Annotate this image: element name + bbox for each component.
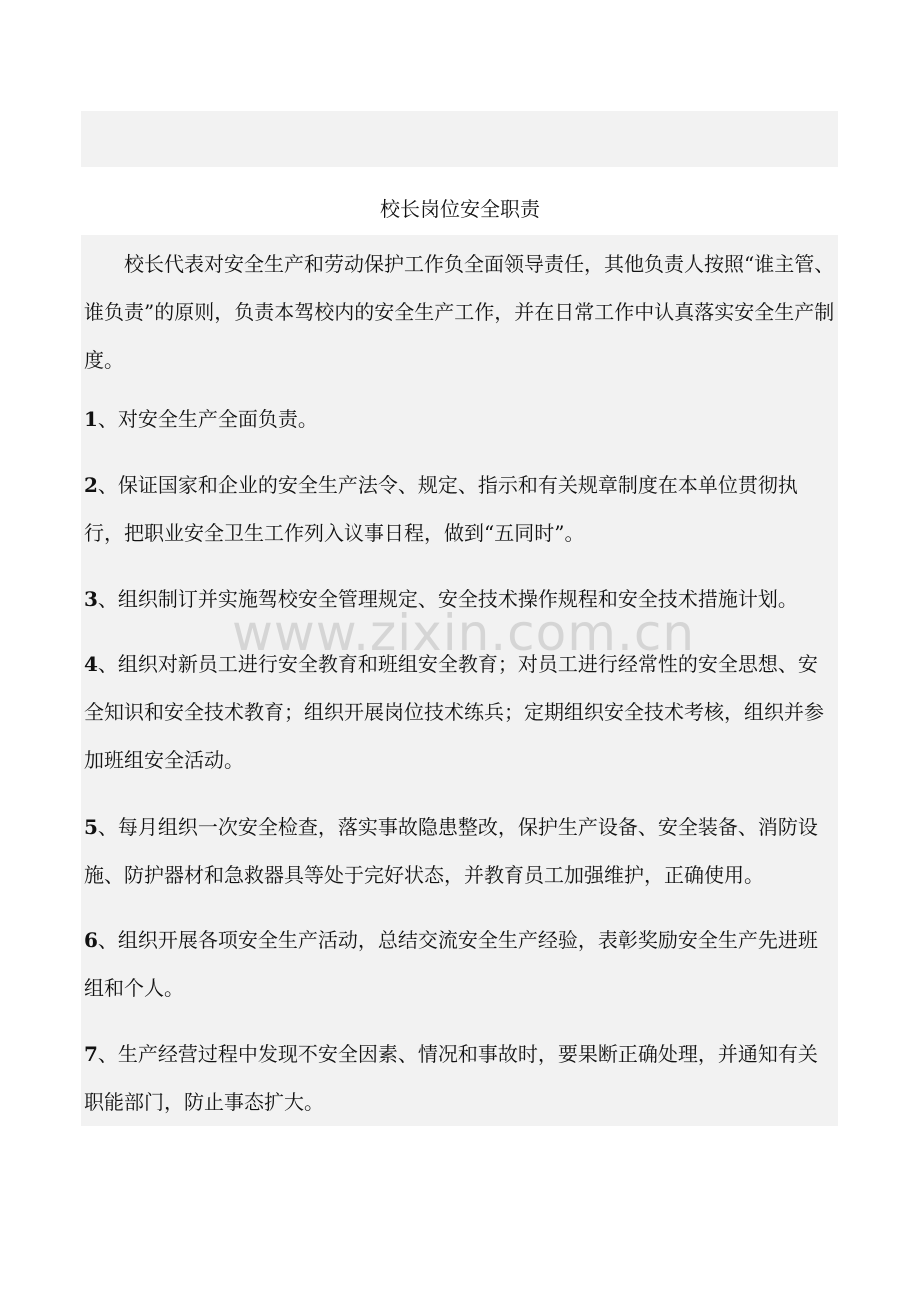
list-item <box>84 1030 836 1126</box>
item-number: 7 <box>84 1042 98 1066</box>
item-text: 、保证国家和企业的安全生产法令、规定、指示和有关规章制度在本单位贯彻执行，把职业安全卫生工作列入议事日程，做到“五同时”。 <box>84 473 798 545</box>
intro-paragraph: 校长代表对安全生产和劳动保护工作负全面领导责任，其他负责人按照“谁主管、谁负责”的原则，负责本驾校内的安全生产工作，并在日常工作中认真落实安全生产制度。 <box>84 252 835 372</box>
watermark: www.zixin.com.cn <box>232 604 696 662</box>
list-item <box>84 395 836 443</box>
item-number: 4 <box>84 652 98 676</box>
list-item <box>84 461 836 557</box>
item-text: 、每月组织一次安全检查，落实事故隐患整改，保护生产设备、安全装备、消防设施、防护器材和急救器具等处于完好状态，并教育员工加强维护，正确使用。 <box>84 815 818 887</box>
item-number: 1 <box>84 407 98 431</box>
item-text: 、组织对新员工进行安全教育和班组安全教育；对员工进行经常性的安全思想、安全知识和安全技术教育；组织开展岗位技术练兵；定期组织安全技术考核，组织并参加班组安全活动。 <box>84 652 824 772</box>
item-number: 6 <box>84 928 98 952</box>
item-text: 、组织制订并实施驾校安全管理规定、安全技术操作规程和安全技术措施计划。 <box>97 587 798 611</box>
item-text: 、组织开展各项安全生产活动，总结交流安全生产经验，表彰奖励安全生产先进班组和个人。 <box>84 928 818 1000</box>
item-number: 5 <box>84 815 98 839</box>
list-item <box>84 803 836 899</box>
item-text: 、对安全生产全面负责。 <box>97 407 318 431</box>
item-number: 2 <box>84 473 98 497</box>
item-text: 、生产经营过程中发现不安全因素、情况和事故时，要果断正确处理，并通知有关职能部门，防止事态扩大。 <box>84 1042 818 1114</box>
header-block <box>81 111 838 167</box>
document-title: 校长岗位安全职责 <box>380 197 540 221</box>
list-item <box>84 916 836 1012</box>
item-number: 3 <box>84 587 98 611</box>
